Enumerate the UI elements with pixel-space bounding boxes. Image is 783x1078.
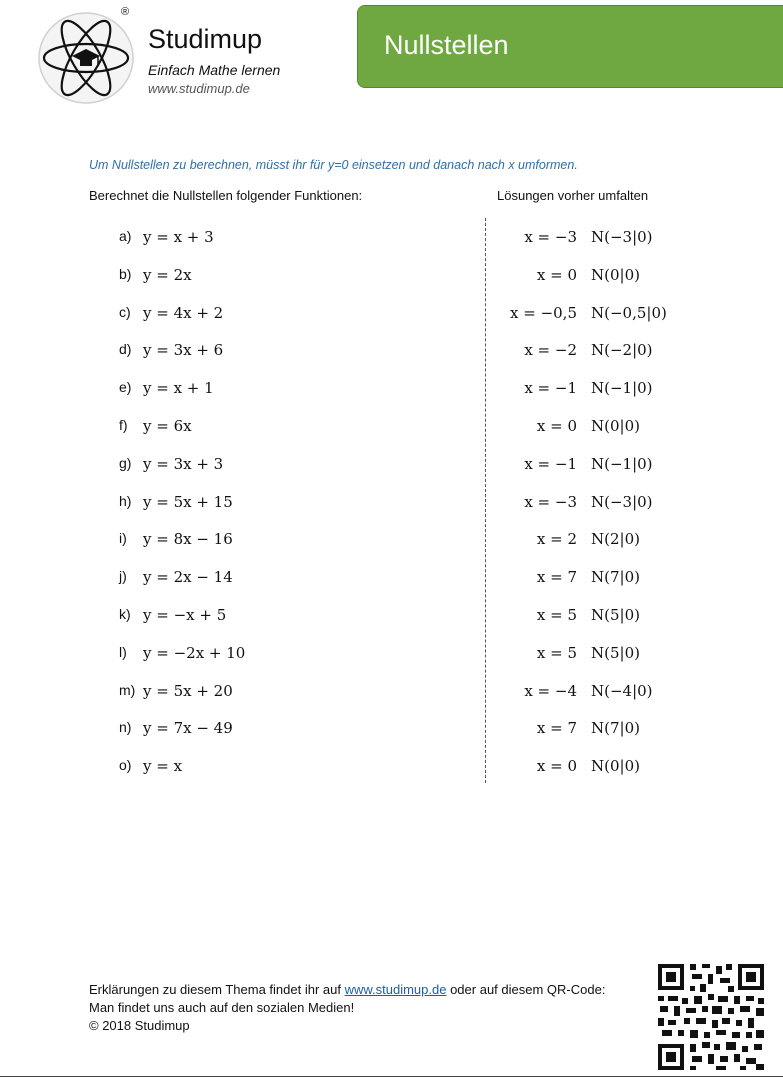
exercise-function: y = 6x <box>143 416 192 435</box>
solution-point: N(2|0) <box>591 530 640 549</box>
exercise-function: y = 8x − 16 <box>143 530 233 549</box>
exercise-function: y = 4x + 2 <box>143 303 224 322</box>
exercise-label: i) <box>119 530 127 547</box>
solution-point: N(0|0) <box>591 757 640 776</box>
exercise-label: j) <box>119 568 127 585</box>
solution-point: N(7|0) <box>591 568 640 587</box>
solution-x: x = 5 <box>536 643 577 662</box>
exercise-row <box>0 676 783 714</box>
exercise-row <box>0 260 783 298</box>
copyright: © 2018 Studimup <box>89 1018 190 1033</box>
exercise-label: h) <box>119 492 132 509</box>
exercise-function: y = 2x − 14 <box>143 568 233 587</box>
exercise-label: d) <box>119 341 132 358</box>
page-title: Nullstellen <box>384 30 509 60</box>
solution-point: N(−3|0) <box>591 228 653 246</box>
footer <box>89 981 605 1035</box>
solution-point: N(−0,5|0) <box>591 303 667 322</box>
exercise-row <box>0 751 783 789</box>
exercise-row <box>0 449 783 487</box>
solution-x: x = 0 <box>536 265 577 284</box>
exercise-label: a) <box>119 228 132 244</box>
solution-point: N(0|0) <box>591 416 640 435</box>
exercise-label: f) <box>119 416 128 433</box>
footer-text: Erklärungen zu diesem Thema findet ihr auf <box>89 982 345 997</box>
exercise-function: y = x <box>143 757 183 776</box>
exercise-function: y = 5x + 15 <box>143 492 233 511</box>
solution-x: x = −2 <box>524 341 577 360</box>
exercise-label: g) <box>119 454 132 471</box>
exercise-row <box>0 373 783 411</box>
solution-x: x = 7 <box>536 719 577 738</box>
exercise-label: n) <box>119 719 132 736</box>
exercise-function: y = 3x + 3 <box>143 454 224 473</box>
footer-text: oder auf diesem QR-Code: <box>446 982 606 997</box>
exercise-label: m) <box>119 681 136 698</box>
intro-text: Um Nullstellen zu berechnen, müsst ihr für y=0 einsetzen und danach nach x umformen. <box>89 158 578 172</box>
exercise-row <box>0 713 783 751</box>
solution-point: N(0|0) <box>591 265 640 284</box>
exercise-row <box>0 411 783 449</box>
solution-x: x = 2 <box>536 530 577 549</box>
solution-x: x = 0 <box>536 416 577 435</box>
exercise-label: k) <box>119 605 131 622</box>
exercise-function: y = −2x + 10 <box>143 643 246 662</box>
exercise-function: y = 2x <box>143 265 192 284</box>
solution-heading: Lösungen vorher umfalten <box>497 188 649 203</box>
solution-x: x = 7 <box>536 568 577 587</box>
solution-x: x = −3 <box>524 492 577 511</box>
exercise-row <box>0 222 783 260</box>
exercise-label: o) <box>119 757 132 774</box>
exercise-row <box>0 562 783 600</box>
footer-line-2: Man findet uns auch auf den sozialen Medien! <box>89 1000 355 1015</box>
exercise-row <box>0 298 783 336</box>
solution-point: N(−4|0) <box>591 681 653 700</box>
exercise-label: l) <box>119 643 127 660</box>
exercise-label: b) <box>119 265 132 282</box>
solution-x: x = 5 <box>536 605 577 624</box>
exercise-function: y = 5x + 20 <box>143 681 233 700</box>
solution-point: N(5|0) <box>591 605 640 624</box>
exercise-list <box>0 222 783 789</box>
solution-point: N(−1|0) <box>591 454 653 473</box>
solution-point: N(−2|0) <box>591 341 653 360</box>
exercise-function: y = 7x − 49 <box>143 719 233 738</box>
title-banner <box>357 5 783 88</box>
brand-name: Studimup <box>148 24 263 54</box>
exercise-row <box>0 638 783 676</box>
studimup-link[interactable]: www.studimup.de <box>344 982 447 997</box>
exercise-row <box>0 487 783 525</box>
exercise-function: y = 3x + 6 <box>143 341 224 360</box>
solution-point: N(−1|0) <box>591 379 653 398</box>
bottom-border <box>0 1076 783 1077</box>
exercise-row <box>0 600 783 638</box>
solution-point: N(−3|0) <box>591 492 653 511</box>
qr-code-icon[interactable] <box>656 962 766 1072</box>
solution-point: N(5|0) <box>591 643 640 662</box>
exercise-function: y = −x + 5 <box>143 605 227 624</box>
solution-point: N(7|0) <box>591 719 640 738</box>
studimup-logo <box>36 10 136 106</box>
task-heading: Berechnet die Nullstellen folgender Funktionen: <box>89 188 363 203</box>
brand-url: www.studimup.de <box>148 81 250 96</box>
exercise-row <box>0 524 783 562</box>
exercise-label: c) <box>119 303 131 320</box>
solution-x: x = −4 <box>524 681 577 700</box>
footer-line-1 <box>89 981 605 999</box>
solution-x: x = −3 <box>524 228 577 246</box>
solution-x: x = 0 <box>536 757 577 776</box>
solution-x: x = −0,5 <box>510 303 577 322</box>
exercise-function: y = x + 1 <box>143 379 214 398</box>
brand-slogan: Einfach Mathe lernen <box>148 62 281 78</box>
exercise-function: y = x + 3 <box>143 228 214 246</box>
exercise-row <box>0 335 783 373</box>
solution-x: x = −1 <box>524 379 577 398</box>
solution-x: x = −1 <box>524 454 577 473</box>
registered-mark: ® <box>121 6 130 18</box>
exercise-label: e) <box>119 379 132 396</box>
